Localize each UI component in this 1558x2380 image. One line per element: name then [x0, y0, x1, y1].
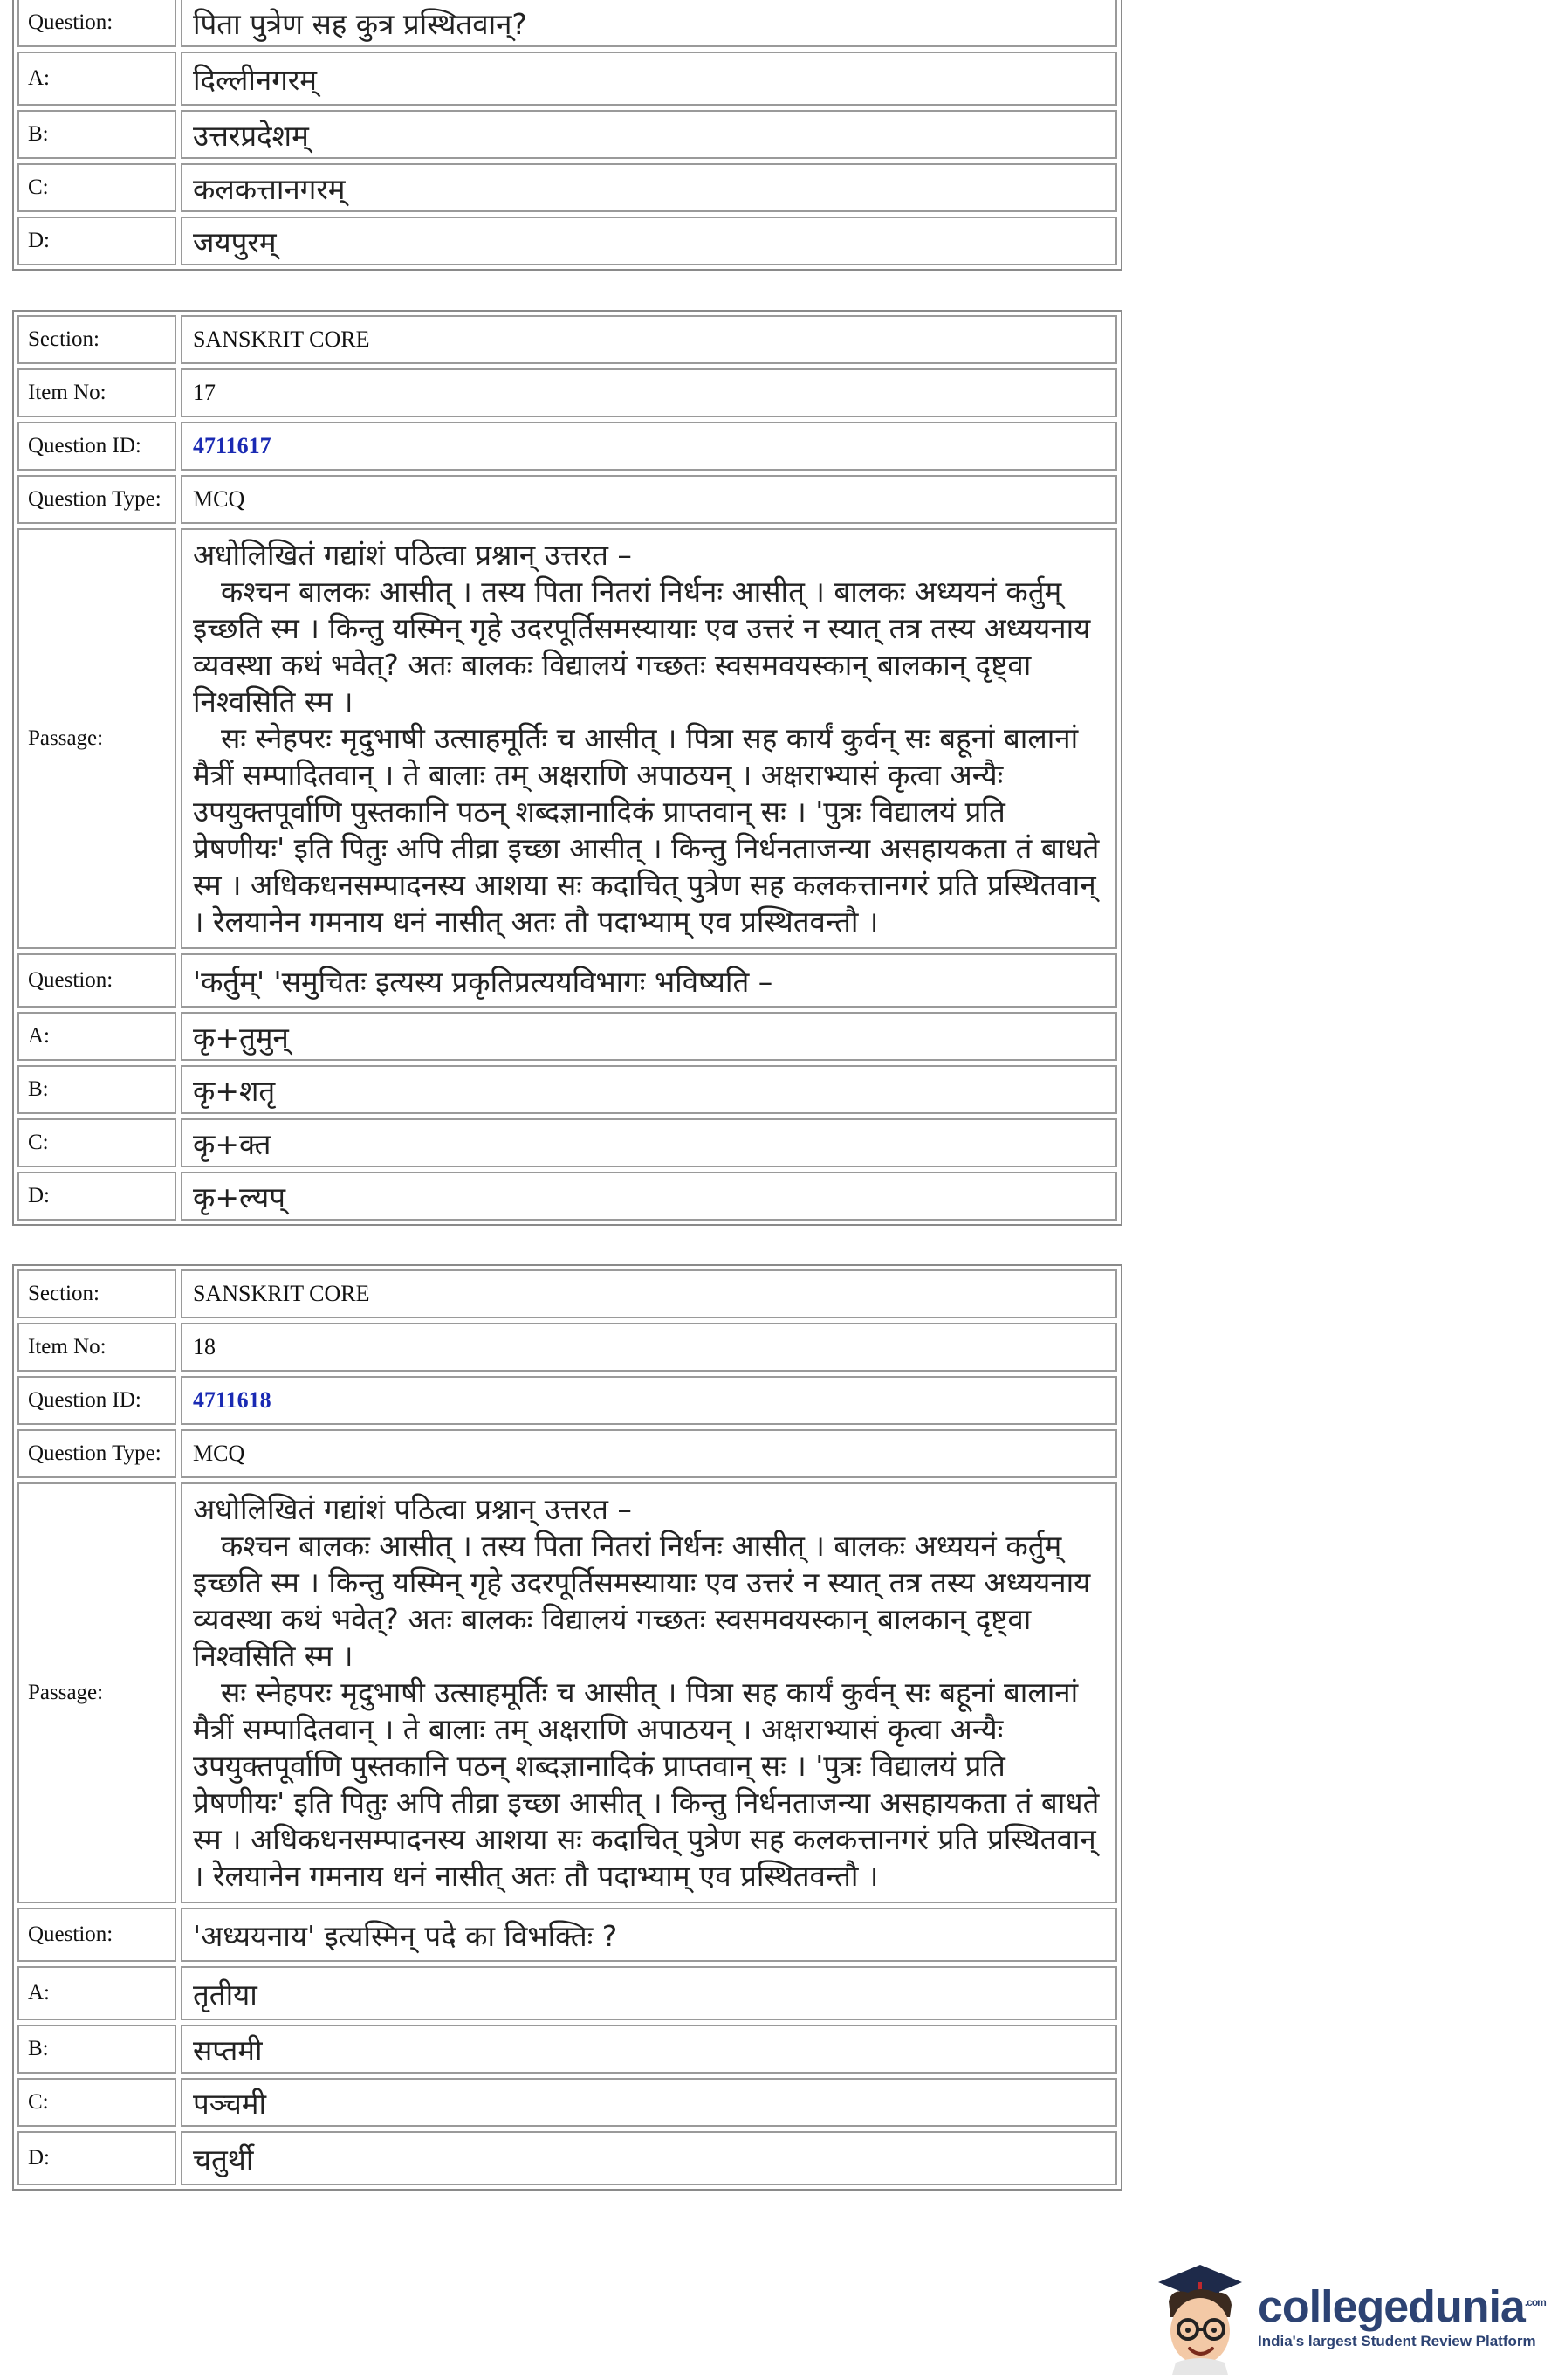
option-c-row	[17, 163, 1117, 212]
passage-paragraph-2: सः स्नेहपरः मृदुभाषी उत्साहमूर्तिः च आसीत् । पित्रा सह कार्यं कुर्वन् सः बहूनां बालानां मैत्रीं सम्पादितवान् । ते बालाः तम् अक्षराणि अपाठयन् । अक्षराभ्यासं कृत्वा अन्यैः उपयुक्तपूर्वाणि पुस्तकानि पठन् शब्दज्ञानादिकं प्राप्तवान् सः । 'पुत्रः विद्यालयं प्रति प्रेषणीयः' इति पितुः अपि तीव्रा इच्छा आसीत् । किन्तु निर्धनताजन्या असहायकता तं बाधते स्म । अधिकधनसम्पादनस्य आशया सः कदाचित् पुत्रेण सह कलकत्तानगरं प्रति प्रस्थितवान् । रेलयानेन गमनाय धनं नासीत् अतः तौ पदाभ्याम् एव प्रस्थितवन्तौ ।	[193, 1675, 1100, 1893]
option-a-text: दिल्लीनगरम्	[181, 52, 1117, 106]
question-id-value: 4711618	[181, 1376, 1117, 1425]
question-type-label: Question Type:	[17, 1429, 176, 1478]
section-value: SANSKRIT CORE	[181, 1269, 1117, 1318]
option-a-text: कृ+तुमुन्	[181, 1012, 1117, 1061]
question-label: Question:	[17, 0, 176, 47]
item-no-value: 17	[181, 368, 1117, 417]
passage-intro: अधोलिखितं गद्यांशं पठित्वा प्रश्नान् उत्तरत –	[193, 538, 632, 572]
logo-text	[1258, 2277, 1546, 2349]
option-b-text: उत्तरप्रदेशम्	[181, 110, 1117, 159]
question-id-label: Question ID:	[17, 1376, 176, 1425]
option-b-label: B:	[17, 110, 176, 159]
option-b-row	[17, 2025, 1117, 2074]
option-c-text: पञ्चमी	[181, 2078, 1117, 2127]
option-c-row	[17, 1118, 1117, 1167]
question-id-row	[17, 1376, 1117, 1425]
item-no-label: Item No:	[17, 368, 176, 417]
question-text: 'अध्ययनाय' इत्यस्मिन् पदे का विभक्तिः ?	[181, 1908, 1117, 1962]
question-row	[17, 953, 1117, 1008]
passage-row	[17, 1482, 1117, 1903]
question-id-label: Question ID:	[17, 422, 176, 471]
option-d-text: जयपुरम्	[181, 217, 1117, 265]
mascot-icon	[1146, 2253, 1251, 2375]
question-type-value: MCQ	[181, 1429, 1117, 1478]
item-no-label: Item No:	[17, 1323, 176, 1372]
question-block-17	[12, 310, 1122, 1226]
option-d-label: D:	[17, 2131, 176, 2185]
question-row	[17, 0, 1117, 47]
question-type-value: MCQ	[181, 475, 1117, 524]
option-d-row	[17, 2131, 1117, 2185]
section-label: Section:	[17, 1269, 176, 1318]
option-d-row	[17, 217, 1117, 265]
option-b-row	[17, 110, 1117, 159]
option-d-label: D:	[17, 217, 176, 265]
option-a-label: A:	[17, 1966, 176, 2020]
brand-tagline: India's largest Student Review Platform	[1258, 2332, 1536, 2349]
passage-paragraph-1: कश्चन बालकः आसीत् । तस्य पिता नितरां निर्धनः आसीत् । बालकः अध्ययनं कर्तुम् इच्छति स्म । किन्तु यस्मिन् गृहे उदरपूर्तिसमस्यायाः एव उत्तरं न स्यात् तत्र तस्य अध्ययनाय व्यवस्था कथं भवेत्? अतः बालकः विद्यालयं गच्छतः स्वसमवयस्कान् बालकान् दृष्ट्वा निश्वसिति स्म ।	[193, 1529, 1091, 1673]
option-b-row	[17, 1065, 1117, 1114]
brand-name: collegedunia$^{.com}$	[1258, 2281, 1546, 2333]
option-a-row	[17, 52, 1117, 106]
option-d-text: कृ+ल्यप्	[181, 1172, 1117, 1221]
question-id-value: 4711617	[181, 422, 1117, 471]
brand-domain: .com	[1524, 2296, 1546, 2309]
option-a-label: A:	[17, 52, 176, 106]
option-d-label: D:	[17, 1172, 176, 1221]
question-label: Question:	[17, 1908, 176, 1962]
passage-label: Passage:	[17, 528, 176, 949]
option-b-text: कृ+शतृ	[181, 1065, 1117, 1114]
question-label: Question:	[17, 953, 176, 1008]
option-b-label: B:	[17, 1065, 176, 1114]
item-no-row	[17, 368, 1117, 417]
passage-label: Passage:	[17, 1482, 176, 1903]
option-a-text: तृतीया	[181, 1966, 1117, 2020]
question-id-row	[17, 422, 1117, 471]
option-d-row	[17, 1172, 1117, 1221]
option-b-text: सप्तमी	[181, 2025, 1117, 2074]
option-c-label: C:	[17, 2078, 176, 2127]
question-type-row	[17, 475, 1117, 524]
section-value: SANSKRIT CORE	[181, 315, 1117, 364]
passage-row	[17, 528, 1117, 949]
question-row	[17, 1908, 1117, 1962]
question-block-16	[12, 0, 1122, 271]
option-a-row	[17, 1012, 1117, 1061]
question-type-label: Question Type:	[17, 475, 176, 524]
passage-text	[181, 1482, 1117, 1903]
question-text: पिता पुत्रेण सह कुत्र प्रस्थितवान्?	[181, 0, 1117, 47]
passage-text	[181, 528, 1117, 949]
option-d-text: चतुर्थी	[181, 2131, 1117, 2185]
passage-intro: अधोलिखितं गद्यांशं पठित्वा प्रश्नान् उत्तरत –	[193, 1492, 632, 1526]
passage-paragraph-2: सः स्नेहपरः मृदुभाषी उत्साहमूर्तिः च आसीत् । पित्रा सह कार्यं कुर्वन् सः बहूनां बालानां मैत्रीं सम्पादितवान् । ते बालाः तम् अक्षराणि अपाठयन् । अक्षराभ्यासं कृत्वा अन्यैः उपयुक्तपूर्वाणि पुस्तकानि पठन् शब्दज्ञानादिकं प्राप्तवान् सः । 'पुत्रः विद्यालयं प्रति प्रेषणीयः' इति पितुः अपि तीव्रा इच्छा आसीत् । किन्तु निर्धनताजन्या असहायकता तं बाधते स्म । अधिकधनसम्पादनस्य आशया सः कदाचित् पुत्रेण सह कलकत्तानगरं प्रति प्रस्थितवान् । रेलयानेन गमनाय धनं नासीत् अतः तौ पदाभ्याम् एव प्रस्थितवन्तौ ।	[193, 721, 1100, 939]
collegedunia-logo	[1146, 2253, 1548, 2375]
question-block-18	[12, 1264, 1122, 2191]
option-c-label: C:	[17, 163, 176, 212]
option-a-label: A:	[17, 1012, 176, 1061]
section-row	[17, 315, 1117, 364]
section-label: Section:	[17, 315, 176, 364]
option-c-row	[17, 2078, 1117, 2127]
option-c-label: C:	[17, 1118, 176, 1167]
passage-paragraph-1: कश्चन बालकः आसीत् । तस्य पिता नितरां निर्धनः आसीत् । बालकः अध्ययनं कर्तुम् इच्छति स्म । किन्तु यस्मिन् गृहे उदरपूर्तिसमस्यायाः एव उत्तरं न स्यात् तत्र तस्य अध्ययनाय व्यवस्था कथं भवेत्? अतः बालकः विद्यालयं गच्छतः स्वसमवयस्कान् बालकान् दृष्ट्वा निश्वसिति स्म ।	[193, 574, 1091, 719]
question-text: 'कर्तुम्' 'समुचितः इत्यस्य प्रकृतिप्रत्ययविभागः भविष्यति –	[181, 953, 1117, 1008]
question-type-row	[17, 1429, 1117, 1478]
item-no-row	[17, 1323, 1117, 1372]
section-row	[17, 1269, 1117, 1318]
item-no-value: 18	[181, 1323, 1117, 1372]
option-c-text: कलकत्तानगरम्	[181, 163, 1117, 212]
option-a-row	[17, 1966, 1117, 2020]
option-c-text: कृ+क्त	[181, 1118, 1117, 1167]
option-b-label: B:	[17, 2025, 176, 2074]
